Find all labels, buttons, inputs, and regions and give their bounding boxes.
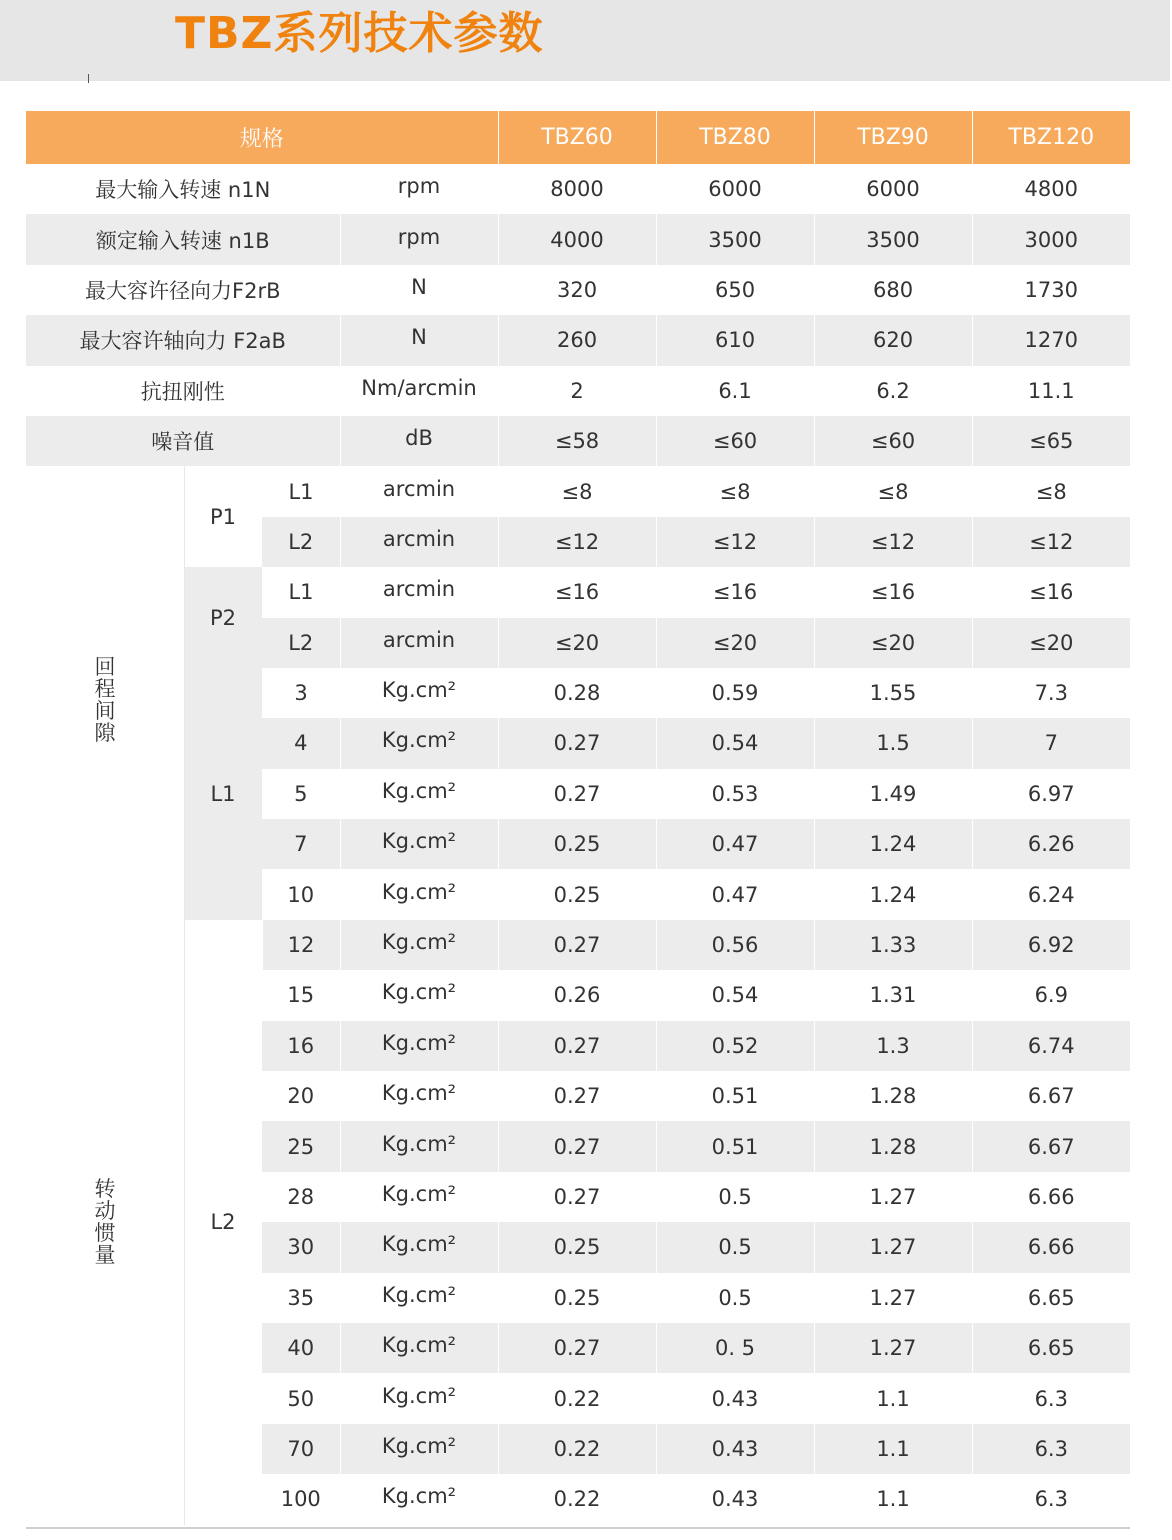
- unit-cell: N: [340, 265, 498, 315]
- sub-group-label: P2: [184, 567, 262, 668]
- stage-cell: 100: [280, 1487, 321, 1512]
- unit-cell: Kg.cm²: [340, 1424, 498, 1474]
- specs-table: [26, 111, 1130, 1525]
- param-name: 最大输入转速 n1N: [95, 178, 271, 203]
- table-header-row: [26, 111, 1130, 164]
- value-cell: 0.22: [498, 1474, 656, 1524]
- page-title: TBZ系列技术参数: [175, 8, 544, 59]
- unit-cell: arcmin: [340, 517, 498, 567]
- stage-cell: 35: [287, 1285, 315, 1310]
- unit-cell: Kg.cm²: [340, 1323, 498, 1373]
- value-cell: 0.54: [656, 970, 814, 1020]
- table-row: [26, 366, 1130, 416]
- value-cell: 2: [498, 366, 656, 416]
- value-cell: ≤16: [814, 567, 972, 617]
- value-cell: ≤8: [814, 466, 972, 516]
- sub-group-label: L1: [184, 668, 262, 920]
- value-cell: 320: [498, 265, 656, 315]
- table-body: [26, 164, 1130, 1525]
- value-cell: ≤16: [972, 567, 1130, 617]
- value-cell: 0.28: [498, 668, 656, 718]
- value-cell: 1.27: [814, 1222, 972, 1272]
- table-row: [26, 164, 1130, 214]
- stage-cell: 3: [262, 668, 340, 718]
- table-row: [26, 416, 1130, 466]
- value-cell: 0.27: [498, 1172, 656, 1222]
- stage-cell: 40: [262, 1323, 340, 1373]
- value-cell: 0.27: [498, 1121, 656, 1171]
- value-cell: 7.3: [972, 668, 1130, 718]
- value-cell: 6.3: [972, 1474, 1130, 1524]
- unit-cell: N: [340, 315, 498, 365]
- value-cell: 0.25: [498, 869, 656, 919]
- value-cell: ≤16: [656, 567, 814, 617]
- unit-cell: Kg.cm²: [340, 668, 498, 718]
- value-cell: ≤12: [498, 517, 656, 567]
- value-cell: 620: [814, 315, 972, 365]
- value-cell: 6.26: [972, 819, 1130, 869]
- value-cell: 0.43: [656, 1373, 814, 1423]
- value-cell: 0.51: [656, 1121, 814, 1171]
- value-cell: 0.43: [656, 1424, 814, 1474]
- value-cell: 6.74: [972, 1021, 1130, 1071]
- value-cell: 0.27: [498, 769, 656, 819]
- value-cell: 3000: [972, 214, 1130, 264]
- value-cell: 1.31: [814, 970, 972, 1020]
- value-cell: 1.3: [814, 1021, 972, 1071]
- param-name: 抗扭刚性: [140, 379, 225, 404]
- unit-cell: arcmin: [340, 618, 498, 668]
- unit-cell: Kg.cm²: [340, 869, 498, 919]
- sub-group-label: P1: [184, 466, 262, 567]
- value-cell: 1.33: [814, 920, 972, 970]
- stage-cell: 25: [262, 1121, 340, 1171]
- value-cell: 6000: [814, 164, 972, 214]
- unit-cell: Kg.cm²: [340, 718, 498, 768]
- value-cell: 1.1: [814, 1373, 972, 1423]
- value-cell: 0.59: [656, 668, 814, 718]
- stage-cell: 10: [287, 882, 315, 907]
- value-cell: ≤60: [656, 416, 814, 466]
- value-cell: 0.25: [498, 1222, 656, 1272]
- param-name: 额定输入转速 n1B: [26, 214, 340, 264]
- model-header: TBZ90: [814, 111, 972, 164]
- stage-cell: 4: [262, 718, 340, 768]
- stage-cell: 20: [287, 1084, 315, 1109]
- param-name: 最大容许径向力F2rB: [85, 278, 281, 303]
- table-row: [26, 265, 1130, 315]
- group-label-column: [26, 466, 184, 1524]
- value-cell: 3500: [814, 214, 972, 264]
- value-cell: 0.54: [656, 718, 814, 768]
- value-cell: 11.1: [972, 366, 1130, 416]
- inertia-group-label: 转 动 惯 量: [94, 1177, 116, 1268]
- value-cell: ≤8: [972, 466, 1130, 516]
- unit-cell: dB: [340, 416, 498, 466]
- unit-cell: arcmin: [340, 466, 498, 516]
- unit-cell: Kg.cm²: [340, 1373, 498, 1423]
- value-cell: 0.27: [498, 1323, 656, 1373]
- backlash-group-label: 回 程 间 隙: [94, 655, 116, 746]
- value-cell: 0.26: [498, 970, 656, 1020]
- param-name: 最大容许轴向力 F2aB: [26, 315, 340, 365]
- value-cell: 6.66: [972, 1172, 1130, 1222]
- value-cell: 6.3: [972, 1424, 1130, 1474]
- value-cell: 7: [972, 718, 1130, 768]
- unit-cell: Kg.cm²: [340, 1021, 498, 1071]
- value-cell: 610: [656, 315, 814, 365]
- value-cell: ≤20: [656, 618, 814, 668]
- value-cell: 1.27: [814, 1323, 972, 1373]
- value-cell: 1.24: [814, 869, 972, 919]
- unit-cell: Kg.cm²: [340, 1172, 498, 1222]
- value-cell: 0.47: [656, 819, 814, 869]
- value-cell: 3500: [656, 214, 814, 264]
- table-row: [26, 567, 1130, 617]
- value-cell: ≤20: [498, 618, 656, 668]
- value-cell: 1.5: [814, 718, 972, 768]
- value-cell: 1.1: [814, 1424, 972, 1474]
- value-cell: ≤12: [656, 517, 814, 567]
- stage-cell: L2: [262, 517, 340, 567]
- unit-cell: Kg.cm²: [340, 970, 498, 1020]
- value-cell: 0.5: [656, 1222, 814, 1272]
- unit-cell: Kg.cm²: [340, 1273, 498, 1323]
- value-cell: 1.28: [814, 1121, 972, 1171]
- value-cell: 6.97: [972, 769, 1130, 819]
- value-cell: 4800: [972, 164, 1130, 214]
- stage-cell: 30: [262, 1222, 340, 1272]
- value-cell: 680: [814, 265, 972, 315]
- value-cell: 8000: [498, 164, 656, 214]
- value-cell: 0.22: [498, 1373, 656, 1423]
- value-cell: 0.51: [656, 1071, 814, 1121]
- value-cell: 0.25: [498, 819, 656, 869]
- model-header: TBZ60: [498, 111, 656, 164]
- value-cell: ≤60: [814, 416, 972, 466]
- value-cell: 6.92: [972, 920, 1130, 970]
- table-row: [26, 920, 1130, 970]
- value-cell: ≤12: [814, 517, 972, 567]
- value-cell: 1730: [972, 265, 1130, 315]
- unit-cell: Kg.cm²: [340, 920, 498, 970]
- value-cell: ≤16: [498, 567, 656, 617]
- divider-tick: [88, 74, 89, 83]
- value-cell: 1.27: [814, 1273, 972, 1323]
- stage-cell: 50: [287, 1386, 315, 1411]
- value-cell: 6.2: [814, 366, 972, 416]
- stage-cell: 28: [287, 1185, 315, 1209]
- value-cell: 6.65: [972, 1273, 1130, 1323]
- table-row: [26, 214, 1130, 264]
- unit-cell: Kg.cm²: [340, 819, 498, 869]
- value-cell: ≤20: [972, 618, 1130, 668]
- value-cell: 0.53: [656, 769, 814, 819]
- value-cell: 1.28: [814, 1071, 972, 1121]
- stage-cell: 12: [262, 920, 340, 970]
- unit-cell: arcmin: [340, 567, 498, 617]
- value-cell: 1.49: [814, 769, 972, 819]
- value-cell: 6.66: [972, 1222, 1130, 1272]
- table-row: [26, 315, 1130, 365]
- value-cell: 6.9: [972, 970, 1130, 1020]
- unit-cell: Kg.cm²: [340, 769, 498, 819]
- value-cell: 0.27: [498, 1021, 656, 1071]
- stage-cell: 70: [262, 1424, 340, 1474]
- unit-cell: Nm/arcmin: [340, 366, 498, 416]
- value-cell: 0.52: [656, 1021, 814, 1071]
- value-cell: 0.56: [656, 920, 814, 970]
- value-cell: 1.24: [814, 819, 972, 869]
- table-row: [26, 466, 1130, 516]
- value-cell: 0.25: [498, 1273, 656, 1323]
- value-cell: ≤20: [814, 618, 972, 668]
- value-cell: 0.47: [656, 869, 814, 919]
- spec-header: 规格: [26, 111, 498, 164]
- value-cell: 6000: [656, 164, 814, 214]
- value-cell: ≤65: [972, 416, 1130, 466]
- value-cell: 0.27: [498, 1071, 656, 1121]
- unit-cell: Kg.cm²: [340, 1474, 498, 1524]
- bottom-divider: [26, 1527, 1130, 1529]
- stage-cell: L1: [262, 466, 340, 516]
- value-cell: 6.67: [972, 1071, 1130, 1121]
- table-row: [26, 668, 1130, 718]
- value-cell: 1270: [972, 315, 1130, 365]
- value-cell: 4000: [498, 214, 656, 264]
- value-cell: ≤8: [498, 466, 656, 516]
- stage-cell: 7: [262, 819, 340, 869]
- value-cell: 0.5: [656, 1273, 814, 1323]
- value-cell: 0.27: [498, 920, 656, 970]
- value-cell: 0.22: [498, 1424, 656, 1474]
- value-cell: ≤58: [498, 416, 656, 466]
- stage-cell: L2: [262, 618, 340, 668]
- value-cell: ≤8: [656, 466, 814, 516]
- value-cell: 0.5: [656, 1172, 814, 1222]
- value-cell: 1.27: [814, 1172, 972, 1222]
- unit-cell: Kg.cm²: [340, 1121, 498, 1171]
- model-header: TBZ120: [972, 111, 1130, 164]
- value-cell: 650: [656, 265, 814, 315]
- sub-group-label: L2: [184, 920, 262, 1525]
- param-name: 噪音值: [26, 416, 340, 466]
- unit-cell: rpm: [340, 164, 498, 214]
- stage-cell: 15: [287, 983, 315, 1008]
- stage-cell: L1: [262, 567, 340, 617]
- unit-cell: Kg.cm²: [340, 1222, 498, 1272]
- unit-cell: rpm: [340, 214, 498, 264]
- value-cell: 0.27: [498, 718, 656, 768]
- model-header: TBZ80: [656, 111, 814, 164]
- value-cell: 1.55: [814, 668, 972, 718]
- value-cell: 260: [498, 315, 656, 365]
- value-cell: 6.67: [972, 1121, 1130, 1171]
- value-cell: 6.1: [656, 366, 814, 416]
- value-cell: 6.24: [972, 869, 1130, 919]
- value-cell: 0. 5: [656, 1323, 814, 1373]
- value-cell: 0.43: [656, 1474, 814, 1524]
- value-cell: ≤12: [972, 517, 1130, 567]
- value-cell: 1.1: [814, 1474, 972, 1524]
- stage-cell: 5: [294, 781, 308, 806]
- value-cell: 6.65: [972, 1323, 1130, 1373]
- value-cell: 6.3: [972, 1373, 1130, 1423]
- unit-cell: Kg.cm²: [340, 1071, 498, 1121]
- stage-cell: 16: [262, 1021, 340, 1071]
